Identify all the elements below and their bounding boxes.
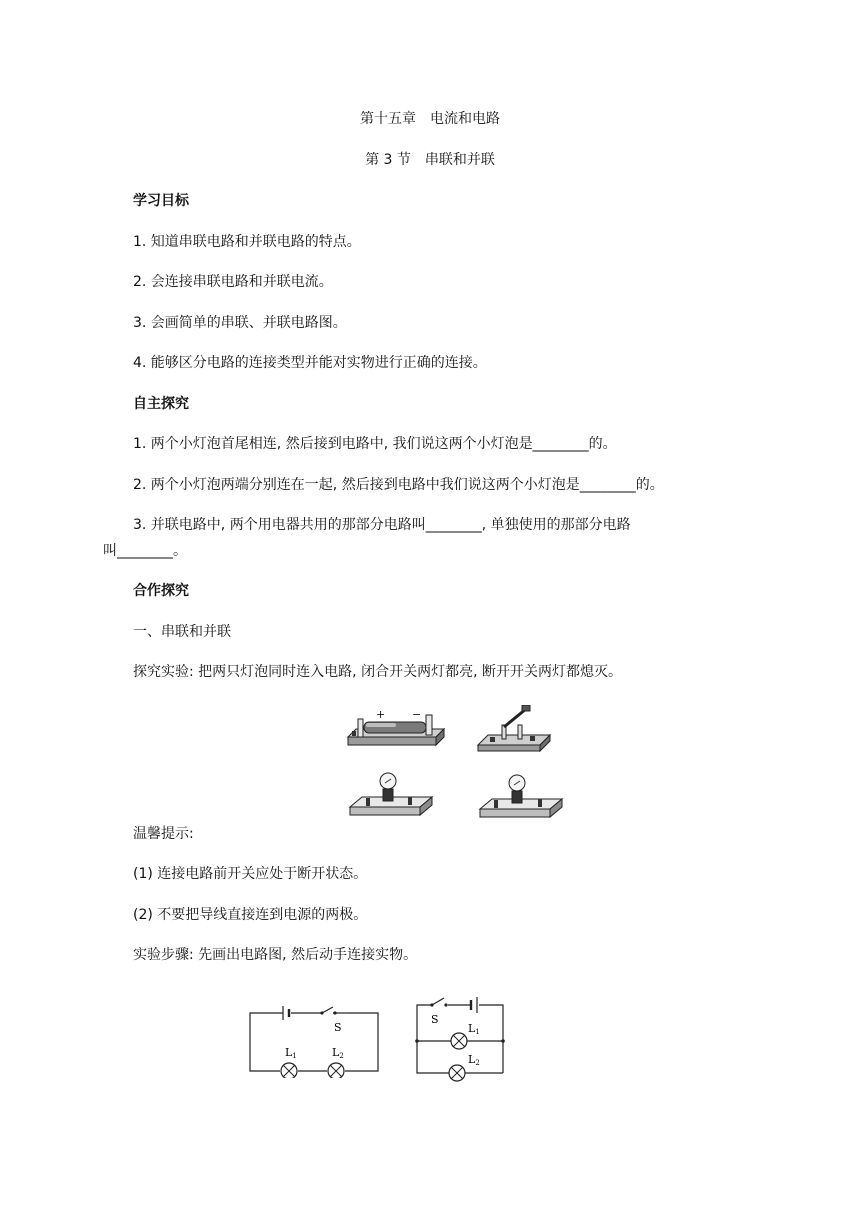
parallel-lamp-l2-label: L2 [468, 1053, 480, 1067]
cooperation-heading: 合作探究 [133, 583, 189, 599]
parallel-lamp-l2-symbol-icon [449, 1065, 465, 1081]
lamp-holder-icon-1 [350, 773, 432, 815]
series-lamp-l2-label: L2 [332, 1046, 344, 1060]
parallel-switch-label: S [431, 1013, 439, 1026]
equipment-figure [340, 705, 570, 835]
chapter-title: 第十五章 电流和电路 [360, 111, 500, 127]
series-circuit-diagram [245, 998, 385, 1078]
knife-switch-icon [478, 705, 550, 751]
battery-holder-icon [348, 708, 444, 745]
goal-item-3: 3. 会画简单的串联、并联电路图。 [133, 315, 347, 331]
parallel-switch-symbol-icon [430, 998, 447, 1007]
section-subheading: 一、串联和并联 [133, 624, 231, 640]
parallel-battery-symbol-icon [471, 997, 477, 1013]
switch-label: S [334, 1021, 342, 1034]
goal-item-4: 4. 能够区分电路的连接类型并能对实物进行正确的连接。 [133, 355, 487, 371]
battery-minus-label: − [412, 708, 422, 721]
learning-goals-heading: 学习目标 [133, 193, 189, 209]
self-study-question-2: 2. 两个小灯泡两端分别连在一起, 然后接到电路中我们说这两个小灯泡是________的。 [133, 477, 664, 493]
experiment-steps: 实验步骤: 先画出电路图, 然后动手连接实物。 [133, 947, 418, 963]
lamp-holder-icon-2 [480, 775, 562, 817]
tip-2: (2) 不要把导线直接连到电源的两极。 [133, 907, 368, 923]
self-study-question-3-line-1: 3. 并联电路中, 两个用电器共用的那部分电路叫________, 单独使用的那部分电路 [133, 517, 631, 533]
goal-item-1: 1. 知道串联电路和并联电路的特点。 [133, 234, 361, 250]
battery-symbol-icon [283, 1006, 289, 1020]
lamp-l1-symbol-icon [281, 1063, 297, 1078]
self-study-question-1: 1. 两个小灯泡首尾相连, 然后接到电路中, 我们说这两个小灯泡是________的。 [133, 436, 617, 452]
section-title: 第 3 节 串联和并联 [365, 152, 495, 168]
series-lamp-l1-label: L1 [285, 1046, 297, 1060]
tips-heading: 温馨提示: [133, 826, 194, 842]
tip-1: (1) 连接电路前开关应处于断开状态。 [133, 866, 368, 882]
parallel-lamp-l1-label: L1 [468, 1022, 480, 1036]
battery-plus-label: + [376, 708, 386, 721]
experiment-description: 探究实验: 把两只灯泡同时连入电路, 闭合开关两灯都亮, 断开开关两灯都熄灭。 [133, 664, 622, 680]
goal-item-2: 2. 会连接串联电路和并联电流。 [133, 274, 333, 290]
parallel-lamp-l1-symbol-icon [451, 1033, 467, 1049]
lamp-l2-symbol-icon [328, 1063, 344, 1078]
parallel-circuit-diagram [413, 995, 513, 1085]
self-study-question-3-line-2: 叫________。 [103, 543, 187, 559]
self-study-heading: 自主探究 [133, 396, 189, 412]
